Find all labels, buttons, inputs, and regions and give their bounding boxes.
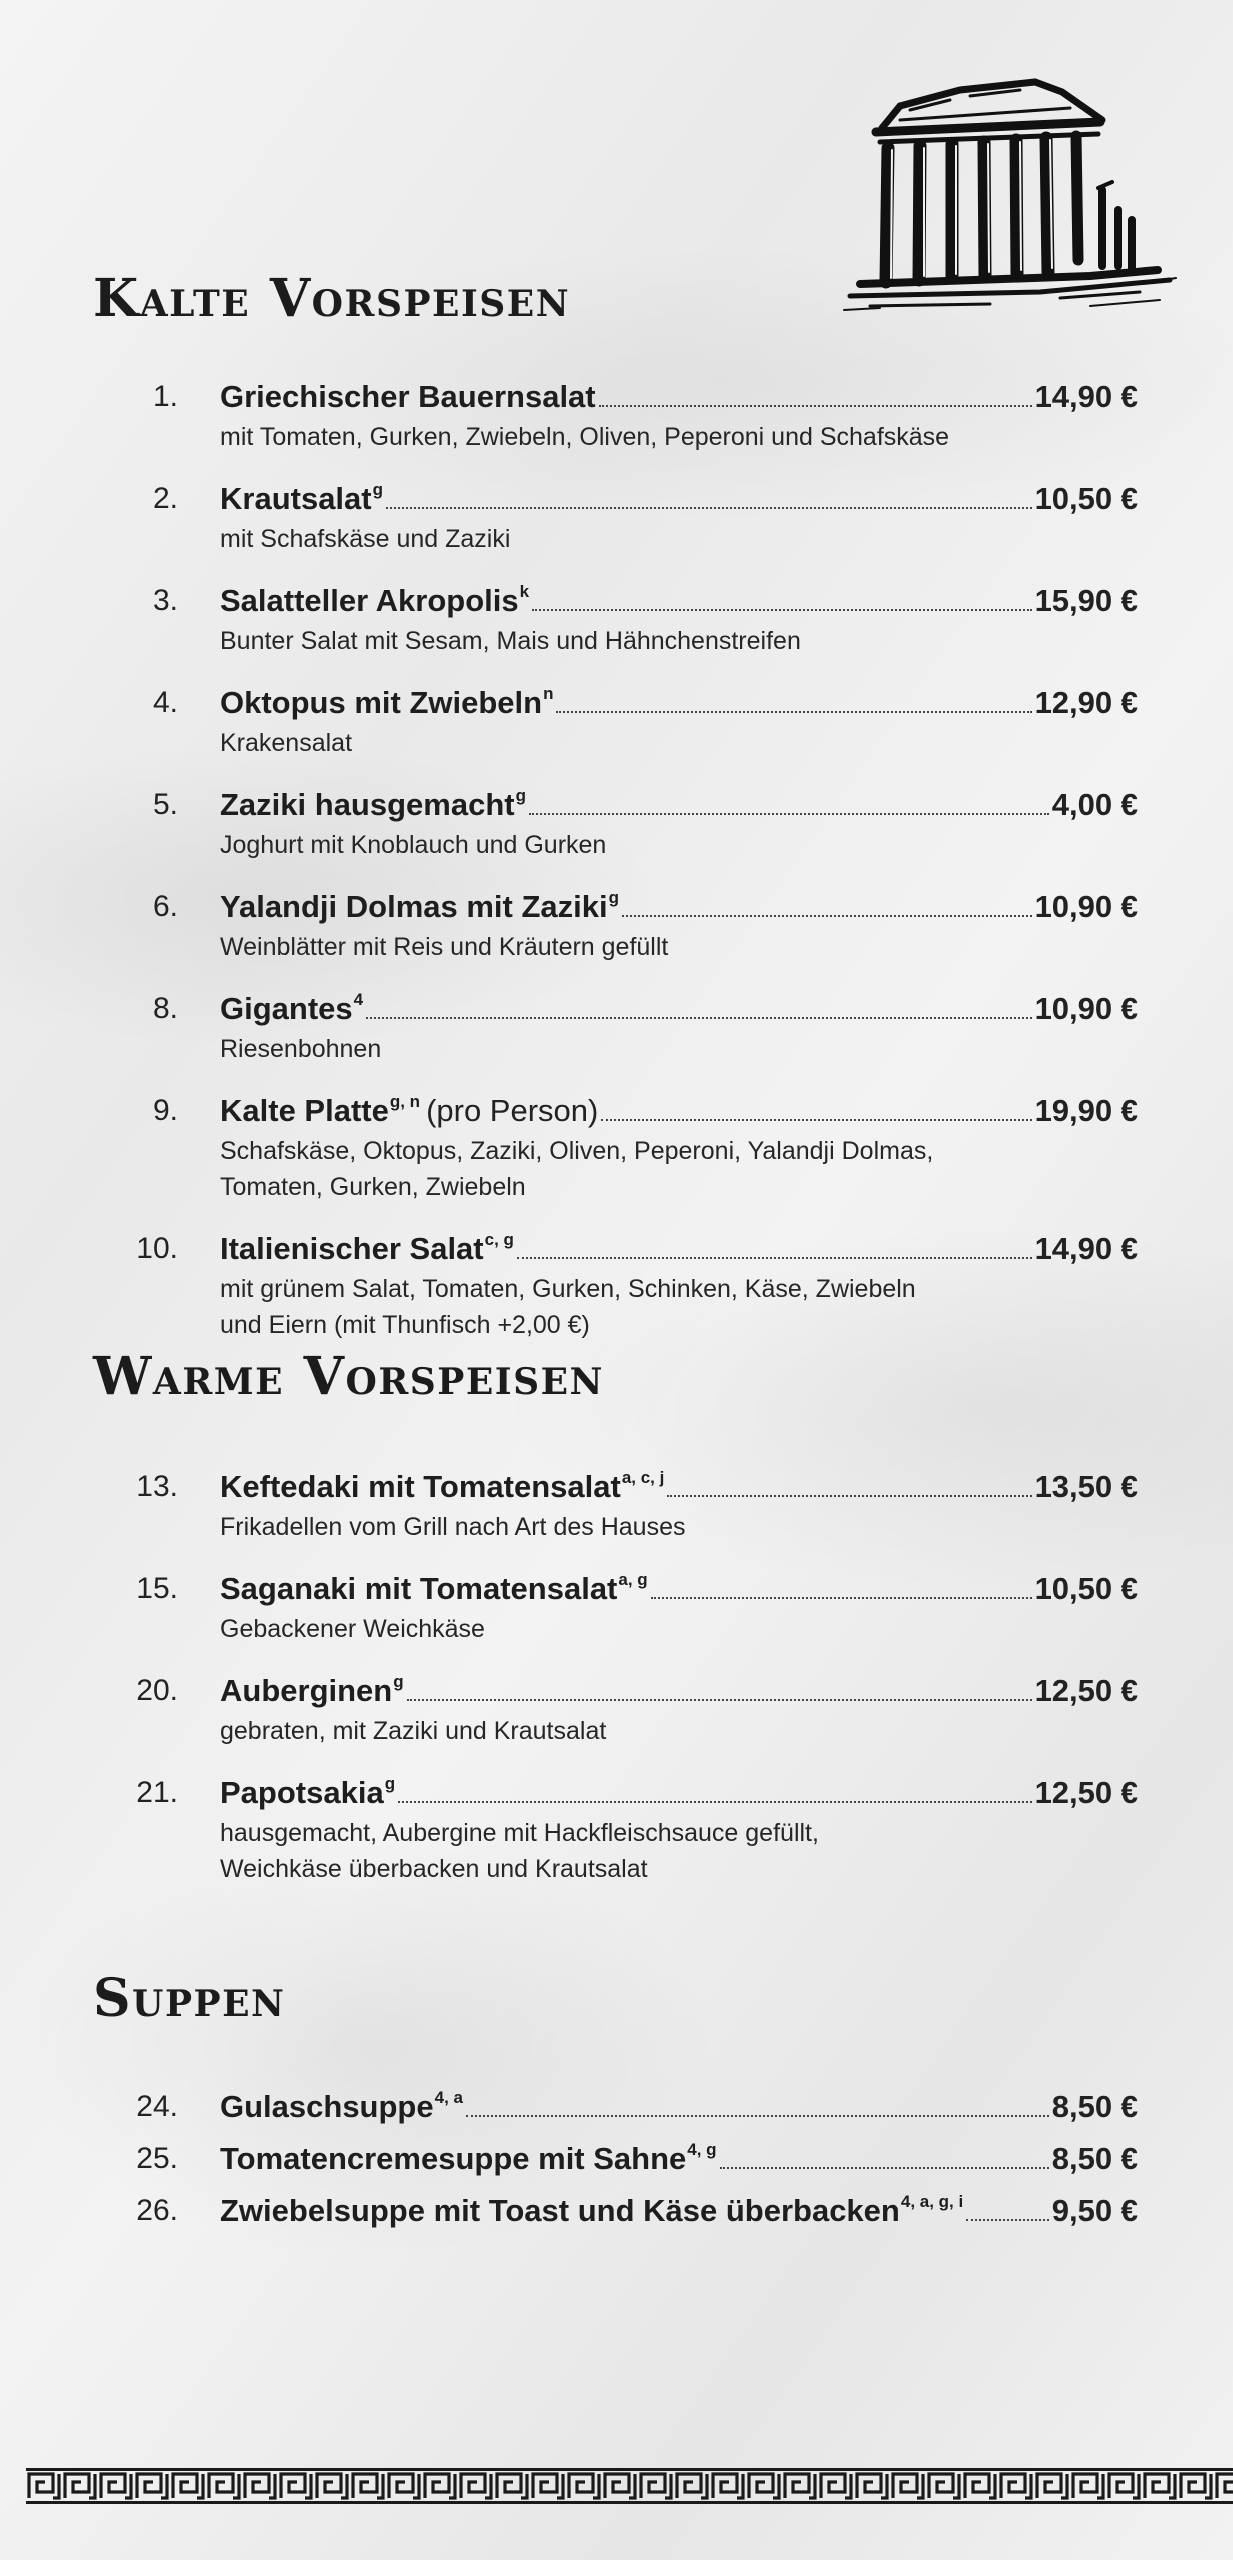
item-number: 25.: [136, 2142, 178, 2175]
menu-item: [0, 2189, 1233, 2233]
allergen-codes: 4, a: [434, 2088, 463, 2107]
allergen-codes: k: [519, 582, 530, 601]
menu-item: [0, 2137, 1233, 2181]
menu-list-suppen: [0, 2085, 1233, 2241]
dot-leader: [398, 1801, 1031, 1803]
item-name-text: Keftedaki mit Tomatensalat: [220, 1469, 621, 1504]
allergen-codes: g, n: [389, 1092, 421, 1111]
item-name: [220, 2085, 463, 2129]
item-name-row: [220, 1089, 1138, 1133]
item-number: 6.: [152, 890, 178, 923]
item-name-row: [220, 885, 1138, 929]
item-name-row: [220, 2085, 1138, 2129]
dot-leader: [532, 609, 1031, 611]
dot-leader: [386, 507, 1032, 509]
item-number: 21.: [136, 1776, 178, 1809]
item-name: [220, 2189, 963, 2233]
item-price: 10,90 €: [1034, 991, 1138, 1026]
item-name: [220, 681, 553, 725]
item-name-text: Zaziki hausgemacht: [220, 787, 515, 822]
dot-leader: [601, 1119, 1031, 1121]
menu-item-header: [0, 987, 1233, 1031]
menu-item-header: [0, 1089, 1233, 1133]
item-name-text: Papotsakia: [220, 1775, 384, 1810]
menu-item: [0, 2085, 1233, 2129]
allergen-codes: a, g: [618, 1570, 648, 1589]
item-name-row: [220, 1669, 1138, 1713]
item-name-row: [220, 1567, 1138, 1611]
item-name: [220, 477, 383, 521]
dot-leader: [407, 1699, 1032, 1701]
item-name-text: Saganaki mit Tomatensalat: [220, 1571, 618, 1606]
item-description: Riesenbohnen: [220, 1035, 382, 1063]
item-name-text: Kalte Platte: [220, 1093, 389, 1128]
allergen-codes: 4, g: [687, 2140, 717, 2159]
item-number: 4.: [152, 686, 178, 719]
menu-item: [0, 783, 1233, 863]
allergen-codes: g: [515, 786, 526, 805]
section-title-warme-vorspeisen: Warme Vorspeisen: [93, 1346, 604, 1407]
allergen-codes: g: [608, 888, 620, 907]
allergen-codes: n: [543, 684, 554, 703]
item-name-text: Gigantes: [220, 991, 353, 1026]
item-name-text: Krautsalat: [220, 481, 372, 516]
item-description: Gebackener Weichkäse: [220, 1615, 485, 1643]
menu-item-header: [0, 2137, 1233, 2181]
item-name: [220, 1771, 395, 1815]
menu-item: [0, 1089, 1233, 1205]
item-description: gebraten, mit Zaziki und Krautsalat: [220, 1717, 607, 1745]
item-name-row: [220, 2189, 1138, 2233]
item-name-text: Oktopus mit Zwiebeln: [220, 685, 543, 720]
item-name: [220, 1227, 514, 1271]
menu-item: [0, 579, 1233, 659]
item-name: [220, 987, 363, 1031]
menu-list-warme-vorspeisen: [0, 1465, 1233, 1909]
menu-item-header: [0, 681, 1233, 725]
item-number: 8.: [152, 992, 178, 1025]
item-name-row: [220, 987, 1138, 1031]
item-description: Frikadellen vom Grill nach Art des Hauses: [220, 1513, 686, 1541]
item-name: [220, 783, 526, 827]
item-note: (pro Person): [426, 1093, 599, 1128]
allergen-codes: g: [384, 1774, 396, 1793]
item-description: Bunter Salat mit Sesam, Mais und Hähnchenstreifen: [220, 627, 801, 655]
item-number: 2.: [152, 482, 178, 515]
item-description: Joghurt mit Knoblauch und Gurken: [220, 831, 607, 859]
item-name: [220, 1567, 648, 1611]
dot-leader: [529, 813, 1049, 815]
item-name-text: Griechischer Bauernsalat: [220, 379, 596, 414]
allergen-codes: g: [393, 1672, 404, 1691]
item-price: 12,90 €: [1034, 685, 1138, 720]
menu-item-header: [0, 1771, 1233, 1815]
item-number: 10.: [136, 1232, 178, 1265]
menu-item-header: [0, 1465, 1233, 1509]
item-number: 5.: [152, 788, 178, 821]
menu-item-header: [0, 783, 1233, 827]
item-number: 13.: [136, 1470, 178, 1503]
menu-item: [0, 885, 1233, 965]
item-name: [220, 2137, 717, 2181]
item-price: 9,50 €: [1051, 2193, 1138, 2228]
item-number: 3.: [152, 584, 178, 617]
dot-leader: [622, 915, 1032, 917]
greek-temple-ruin-icon: [840, 70, 1180, 320]
item-number: 24.: [136, 2090, 178, 2123]
item-description: und Eiern (mit Thunfisch +2,00 €): [220, 1311, 590, 1339]
dot-leader: [366, 1017, 1031, 1019]
menu-item: [0, 1669, 1233, 1749]
item-name-row: [220, 681, 1138, 725]
dot-leader: [599, 405, 1032, 407]
item-name-text: Zwiebelsuppe mit Toast und Käse überbacken: [220, 2193, 900, 2228]
section-title-suppen: Suppen: [93, 1968, 286, 2029]
menu-item: [0, 375, 1233, 455]
item-name: [220, 579, 529, 623]
item-name-row: [220, 477, 1138, 521]
item-name-text: Gulaschsuppe: [220, 2089, 434, 2124]
item-description: Schafskäse, Oktopus, Zaziki, Oliven, Peperoni, Yalandji Dolmas,: [220, 1137, 934, 1165]
item-price: 10,90 €: [1034, 889, 1138, 924]
item-name-row: [220, 1227, 1138, 1271]
menu-item-header: [0, 2085, 1233, 2129]
item-price: 12,50 €: [1034, 1775, 1138, 1810]
item-price: 10,50 €: [1034, 481, 1138, 516]
allergen-codes: 4, a, g, i: [900, 2192, 964, 2211]
item-name-row: [220, 579, 1138, 623]
greek-key-meander-border: [26, 2468, 1233, 2504]
allergen-codes: g: [372, 480, 383, 499]
item-name-row: [220, 375, 1138, 419]
menu-item-header: [0, 1567, 1233, 1611]
item-name-text: Auberginen: [220, 1673, 393, 1708]
menu-item: [0, 1227, 1233, 1343]
menu-item-header: [0, 2189, 1233, 2233]
menu-item-header: [0, 579, 1233, 623]
item-number: 9.: [152, 1094, 178, 1127]
item-description: Weinblätter mit Reis und Kräutern gefüllt: [220, 933, 669, 961]
item-name-row: [220, 1771, 1138, 1815]
item-price: 14,90 €: [1034, 1231, 1138, 1266]
item-price: 12,50 €: [1034, 1673, 1138, 1708]
item-price: 14,90 €: [1034, 379, 1138, 414]
menu-item: [0, 477, 1233, 557]
item-price: 4,00 €: [1051, 787, 1138, 822]
item-description: hausgemacht, Aubergine mit Hackfleischsauce gefüllt,: [220, 1819, 819, 1847]
item-description: Weichkäse überbacken und Krautsalat: [220, 1855, 648, 1883]
item-name: [220, 885, 619, 929]
menu-item: [0, 1771, 1233, 1887]
item-number: 20.: [136, 1674, 178, 1707]
dot-leader: [556, 711, 1031, 713]
item-name-text: Tomatencremesuppe mit Sahne: [220, 2141, 687, 2176]
item-number: 1.: [152, 380, 178, 413]
allergen-codes: a, c, j: [621, 1468, 665, 1487]
item-name-text: Italienischer Salat: [220, 1231, 484, 1266]
dot-leader: [667, 1495, 1031, 1497]
item-description: mit Tomaten, Gurken, Zwiebeln, Oliven, Peperoni und Schafskäse: [220, 423, 950, 451]
item-name-row: [220, 783, 1138, 827]
menu-item: [0, 681, 1233, 761]
dot-leader: [517, 1257, 1032, 1259]
item-name: [220, 1669, 404, 1713]
item-name: [220, 1089, 420, 1133]
item-number: 26.: [136, 2194, 178, 2227]
allergen-codes: c, g: [484, 1230, 514, 1249]
item-name-row: [220, 1465, 1138, 1509]
item-description: Krakensalat: [220, 729, 353, 757]
item-price: 15,90 €: [1034, 583, 1138, 618]
menu-item: [0, 1567, 1233, 1647]
item-number: 15.: [136, 1572, 178, 1605]
item-price: 8,50 €: [1051, 2141, 1138, 2176]
item-name: [220, 1465, 664, 1509]
menu-item: [0, 987, 1233, 1067]
item-name-row: [220, 2137, 1138, 2181]
dot-leader: [720, 2167, 1049, 2169]
menu-item-header: [0, 375, 1233, 419]
menu-list-kalte-vorspeisen: [0, 375, 1233, 1365]
dot-leader: [966, 2219, 1049, 2221]
item-name-text: Salatteller Akropolis: [220, 583, 519, 618]
item-price: 19,90 €: [1034, 1093, 1138, 1128]
menu-item-header: [0, 1227, 1233, 1271]
item-name-text: Yalandji Dolmas mit Zaziki: [220, 889, 608, 924]
item-description: mit grünem Salat, Tomaten, Gurken, Schinken, Käse, Zwiebeln: [220, 1275, 916, 1303]
menu-item-header: [0, 1669, 1233, 1713]
item-price: 13,50 €: [1034, 1469, 1138, 1504]
dot-leader: [466, 2115, 1049, 2117]
allergen-codes: 4: [353, 990, 364, 1009]
menu-item: [0, 1465, 1233, 1545]
item-price: 8,50 €: [1051, 2089, 1138, 2124]
menu-item-header: [0, 885, 1233, 929]
item-price: 10,50 €: [1034, 1571, 1138, 1606]
section-title-kalte-vorspeisen: Kalte Vorspeisen: [93, 268, 571, 329]
item-description: Tomaten, Gurken, Zwiebeln: [220, 1173, 526, 1201]
dot-leader: [651, 1597, 1032, 1599]
menu-item-header: [0, 477, 1233, 521]
item-name: [220, 375, 596, 419]
item-description: mit Schafskäse und Zaziki: [220, 525, 511, 553]
